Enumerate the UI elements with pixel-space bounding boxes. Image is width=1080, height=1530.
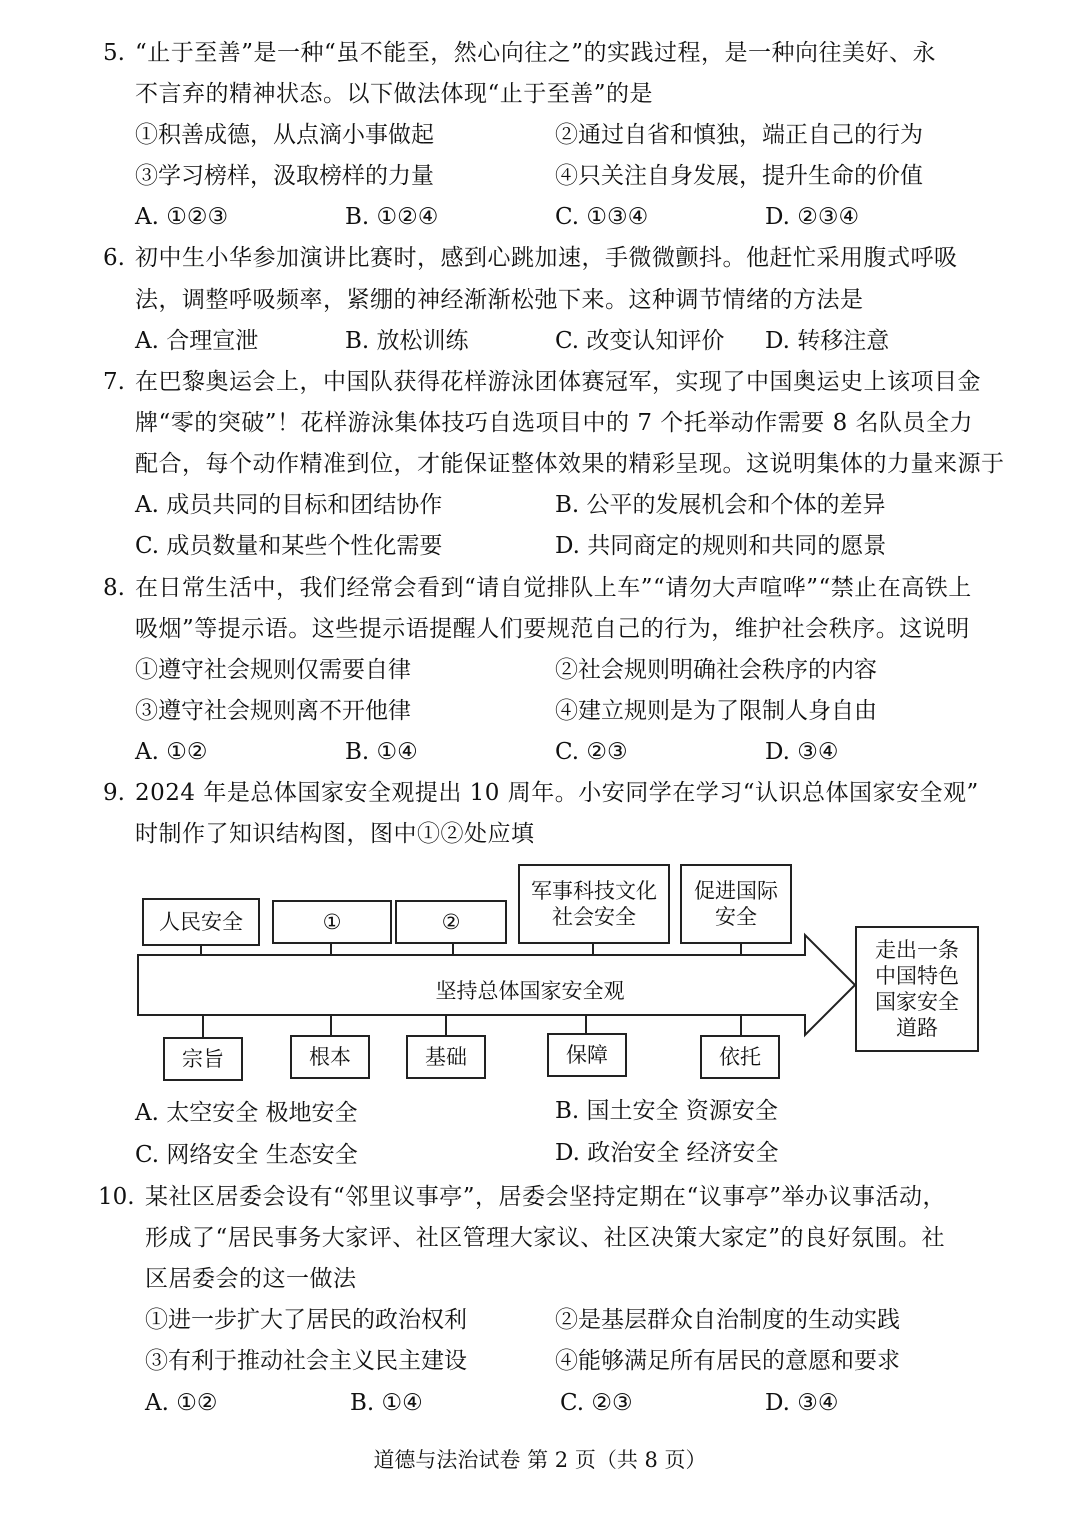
bottom-box-guarantee [547, 1033, 627, 1077]
statement: ①遵守社会规则仅需要自律 [135, 657, 411, 683]
question-number: 5. [103, 40, 125, 66]
statement: ②社会规则明确社会秩序的内容 [555, 657, 877, 683]
option-c[interactable]: C. 成员数量和某些个性化需要 [135, 533, 443, 559]
question-text-line: 在巴黎奥运会上，中国队获得花样游泳团体赛冠军，实现了中国奥运史上该项目金 [135, 369, 981, 395]
statement: ③有利于推动社会主义民主建设 [145, 1348, 467, 1374]
question-text-line: 某社区居委会设有“邻里议事亭”，居委会坚持定期在“议事亭”举办议事活动， [145, 1184, 947, 1210]
question-text-line: 牌“零的突破”！花样游泳集体技巧自选项目中的 7 个托举动作需要 8 名队员全力 [135, 410, 974, 436]
bottom-box-foundation [290, 1035, 370, 1079]
option-b[interactable]: B. ①④ [345, 739, 418, 765]
option-a[interactable]: A. ①② [145, 1390, 218, 1416]
box-label: 基础 [425, 1045, 467, 1069]
connector-line [452, 943, 454, 955]
bottom-box-basis [406, 1035, 486, 1079]
connector-line [740, 1015, 742, 1035]
box-label: 道路 [896, 1016, 938, 1040]
page-footer: 道德与法治试卷 第 2 页（共 8 页） [373, 1448, 707, 1472]
option-c[interactable]: C. ②③ [555, 739, 628, 765]
question-number: 9. [103, 780, 125, 806]
connector-line [330, 1015, 332, 1035]
box-label: 人民安全 [159, 910, 243, 934]
box-label: 中国特色 [875, 964, 959, 988]
option-d[interactable]: D. 转移注意 [765, 328, 890, 354]
option-a[interactable]: A. ①②③ [135, 204, 229, 230]
option-d[interactable]: D. ②③④ [765, 204, 860, 230]
top-box-military-tech [518, 864, 670, 944]
question-text-line: “止于至善”是一种“虽不能至，然心向往之”的实践过程，是一种向往美好、永 [135, 40, 937, 66]
question-text-line: 法，调整呼吸频率，紧绷的神经渐渐松弛下来。这种调节情绪的方法是 [135, 287, 864, 313]
option-c[interactable]: C. 网络安全 生态安全 [135, 1142, 358, 1168]
box-label: ② [441, 910, 461, 934]
arrow-label: 坚持总体国家安全观 [435, 979, 625, 1003]
question-number: 7. [103, 369, 125, 395]
option-d[interactable]: D. 共同商定的规则和共同的愿景 [555, 533, 887, 559]
option-a[interactable]: A. ①② [135, 739, 208, 765]
statement: ③遵守社会规则离不开他律 [135, 698, 411, 724]
option-b[interactable]: B. 国土安全 资源安全 [555, 1098, 778, 1124]
statement: ④能够满足所有居民的意愿和要求 [555, 1348, 900, 1374]
bottom-box-purpose [163, 1037, 243, 1081]
question-text-line: 不言弃的精神状态。以下做法体现“止于至善”的是 [135, 81, 654, 107]
top-box-blank-2 [395, 900, 507, 944]
option-c[interactable]: C. ①③④ [555, 204, 649, 230]
option-b[interactable]: B. 公平的发展机会和个体的差异 [555, 492, 886, 518]
box-label: 依托 [719, 1045, 761, 1069]
statement: ①进一步扩大了居民的政治权利 [145, 1307, 467, 1333]
knowledge-structure-diagram [130, 860, 990, 1090]
option-b[interactable]: B. 放松训练 [345, 328, 469, 354]
connector-line [445, 1015, 447, 1035]
box-label: 安全 [715, 905, 757, 929]
option-b[interactable]: B. ①②④ [345, 204, 439, 230]
connector-line [330, 943, 332, 955]
connector-line [202, 1015, 204, 1037]
statement: ②是基层群众自治制度的生动实践 [555, 1307, 900, 1333]
option-a[interactable]: A. 成员共同的目标和团结协作 [135, 492, 443, 518]
question-text-line: 在日常生活中，我们经常会看到“请自觉排队上车”“请勿大声喧哗”“禁止在高铁上 [135, 575, 972, 601]
question-text-line: 配合，每个动作精准到位，才能保证整体效果的精彩呈现。这说明集体的力量来源于 [135, 451, 1005, 477]
option-d[interactable]: D. ③④ [765, 1390, 839, 1416]
question-text-line: 吸烟”等提示语。这些提示语提醒人们要规范自己的行为，维护社会秩序。这说明 [135, 616, 970, 642]
top-box-blank-1 [272, 900, 392, 944]
top-box-international [680, 864, 792, 944]
question-text-line: 时制作了知识结构图，图中①②处应填 [135, 821, 535, 847]
box-label: 宗旨 [182, 1047, 224, 1071]
box-label: 国家安全 [875, 990, 959, 1014]
option-d[interactable]: D. 政治安全 经济安全 [555, 1140, 779, 1166]
option-a[interactable]: A. 太空安全 极地安全 [135, 1100, 358, 1126]
box-label: 根本 [309, 1045, 351, 1069]
statement: ①积善成德，从点滴小事做起 [135, 122, 434, 148]
statement: ③学习榜样，汲取榜样的力量 [135, 163, 434, 189]
box-label: 军事科技文化 [531, 879, 657, 903]
statement: ④建立规则是为了限制人身自由 [555, 698, 877, 724]
statement: ④只关注自身发展，提升生命的价值 [555, 163, 923, 189]
statement: ②通过自省和慎独，端正自己的行为 [555, 122, 923, 148]
question-text-line: 区居委会的这一做法 [145, 1266, 357, 1292]
box-label: 促进国际 [694, 879, 778, 903]
option-d[interactable]: D. ③④ [765, 739, 839, 765]
question-text-line: 2024 年是总体国家安全观提出 10 周年。小安同学在学习“认识总体国家安全观” [135, 780, 979, 806]
question-number: 10. [98, 1184, 135, 1210]
bottom-box-reliance [700, 1035, 780, 1079]
box-label: 保障 [566, 1043, 608, 1067]
connector-line [585, 1015, 587, 1033]
question-number: 8. [103, 575, 125, 601]
box-label: ① [322, 910, 342, 934]
top-box-people-security [142, 898, 260, 946]
result-box [855, 926, 979, 1052]
connector-line [200, 945, 202, 955]
question-number: 6. [103, 245, 125, 271]
question-text-line: 初中生小华参加演讲比赛时，感到心跳加速，手微微颤抖。他赶忙采用腹式呼吸 [135, 245, 958, 271]
box-label: 社会安全 [552, 905, 636, 929]
option-c[interactable]: C. ②③ [560, 1390, 633, 1416]
option-b[interactable]: B. ①④ [350, 1390, 423, 1416]
box-label: 走出一条 [875, 938, 959, 962]
option-c[interactable]: C. 改变认知评价 [555, 328, 725, 354]
question-text-line: 形成了“居民事务大家评、社区管理大家议、社区决策大家定”的良好氛围。社 [145, 1225, 946, 1251]
option-a[interactable]: A. 合理宣泄 [135, 328, 259, 354]
